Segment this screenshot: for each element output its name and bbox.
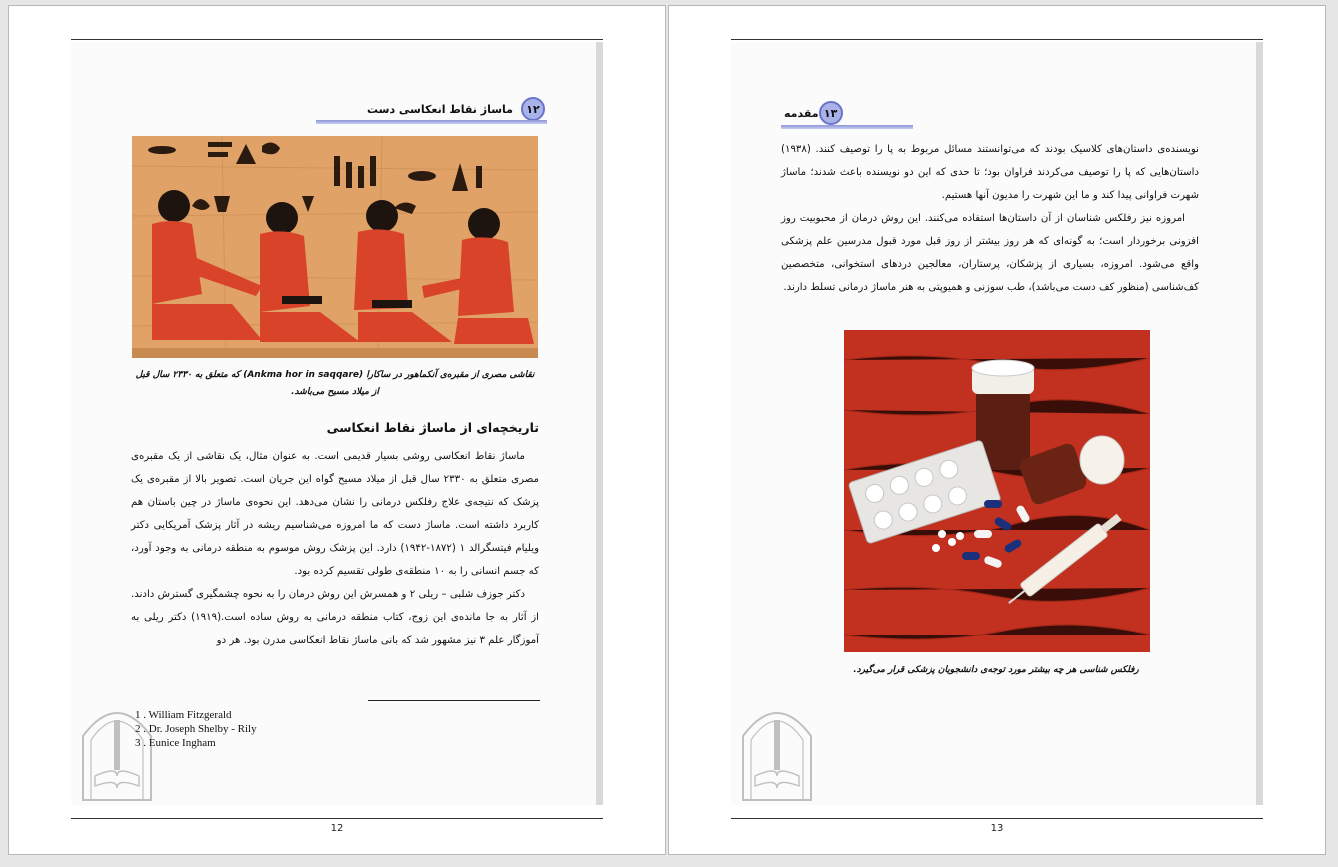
library-stamp-logo [737, 696, 817, 802]
top-rule [731, 39, 1263, 40]
page-header [367, 97, 545, 121]
header-title: مقدمه [784, 106, 819, 120]
paragraph-1: ماساژ نقاط انعکاسی روشی بسیار قدیمی است. به عنوان مثال، یک نقاشی از یک مقبره‌ی مصری متعلق به ۲۳۳۰ سال قبل از میلاد مسیح گواه این جریان است. تصویر بالا از مقبره‌ی یک پزشک که نتیجه‌ی علاج رفلکس درمانی را نشان می‌دهد. این نحوه‌ی ماساژ در چین باستان هم کاربرد داشته است. ماساژ دست که ما امروزه می‌شناسیم ریشه در آثار پزشک آمریکایی دکتر ویلیام فیتسگرالد ۱ (۱۸۷۲-۱۹۴۲) دارد. این پزشک روش موسوم به منطقه درمانی به وجود آورد، که جسم انسانی را به ۱۰ منطقه‌ی طولی تقسیم کرده بود. [131, 451, 539, 577]
top-rule [71, 39, 603, 40]
caption-line-2: از میلاد مسیح می‌باشد. [291, 387, 379, 397]
header-underline [316, 120, 547, 124]
footnote-2: 2 . Dr. Joseph Shelby - Rily [135, 723, 257, 735]
footnote-1: 1 . William Fitzgerald [135, 709, 232, 721]
footnote-3: 3 . Eunice Ingham [135, 737, 216, 749]
page-number: 12 [330, 823, 344, 834]
library-stamp-logo [77, 696, 157, 802]
bottom-rule [731, 818, 1263, 819]
paragraph-2: دکتر جوزف شلبی – ریلی ۲ و همسرش این روش درمان را به نحوه چشمگیری گسترش دادند. از آثار به جا مانده‌ی این زوج، کتاب منطقه درمانی به روش ساده است.(۱۹۱۹) دکتر ریلی به آموزگار علم ۳ نیز مشهور شد که بانی ماساژ نقاط انعکاسی مدرن بود. هر دو [131, 589, 539, 646]
page-header [776, 101, 843, 125]
scanned-page [71, 42, 603, 805]
bottom-rule [71, 818, 603, 819]
body-text [781, 138, 1199, 299]
pills-photo-image [844, 330, 1150, 652]
right-page [668, 5, 1326, 855]
footnote-rule [368, 700, 540, 701]
caption-line-1: نقاشی مصری از مقبره‌ی آنکماهور در ساکارا (Ankma hor in saqqare) که متعلق به ۲۳۳۰ سال قبل [135, 370, 535, 380]
scanned-page [731, 42, 1263, 805]
image-caption [127, 367, 543, 401]
page-number: 13 [990, 823, 1004, 834]
image-caption: رفلکس شناسی هر چه بیشتر مورد توجه‌ی دانشجویان پزشکی قرار می‌گیرد. [853, 665, 1139, 675]
egyptian-painting-image [132, 136, 538, 358]
page-number-badge: ۱۲ [521, 97, 545, 121]
page-number-badge: ۱۳ [819, 101, 843, 125]
section-heading: تاریخچه‌ای از ماساژ نقاط انعکاسی [326, 420, 539, 435]
header-title: ماساژ نقاط انعکاسی دست [366, 102, 513, 116]
body-text [131, 445, 539, 652]
header-underline [781, 125, 913, 129]
paragraph-2: امروزه نیز رفلکس شناسان از آن داستان‌ها استفاده می‌کنند. این روش درمان از محبوبیت روز افزونی برخوردار است؛ به گونه‌ای که هر روز بیشتر از روز قبل مورد قبول مدرسین علم پزشکی واقع می‌شود. امروزه، بسیاری از پزشکان، پرستاران، معالجین دردهای استخوانی، متخصصین کف‌شناسی (منظور کف دست می‌باشد)، طب سوزنی و همیوپتی به هنر ماساژ درمانی تسلط دارند. [781, 213, 1199, 293]
paragraph-1: نویسنده‌ی داستان‌های کلاسیک بودند که می‌توانستند مسائل مربوط به پا را توصیف کنند. (۱۹۳۸) داستان‌هایی که پا را توصیف می‌کردند فراوان بود؛ تا حدی که این دو نویسنده باعث شدند؛ ماساژ شهرت فراوانی پیدا کند و ما این شهرت را مدیون آنها هستیم. [781, 144, 1199, 201]
left-page [8, 5, 666, 855]
